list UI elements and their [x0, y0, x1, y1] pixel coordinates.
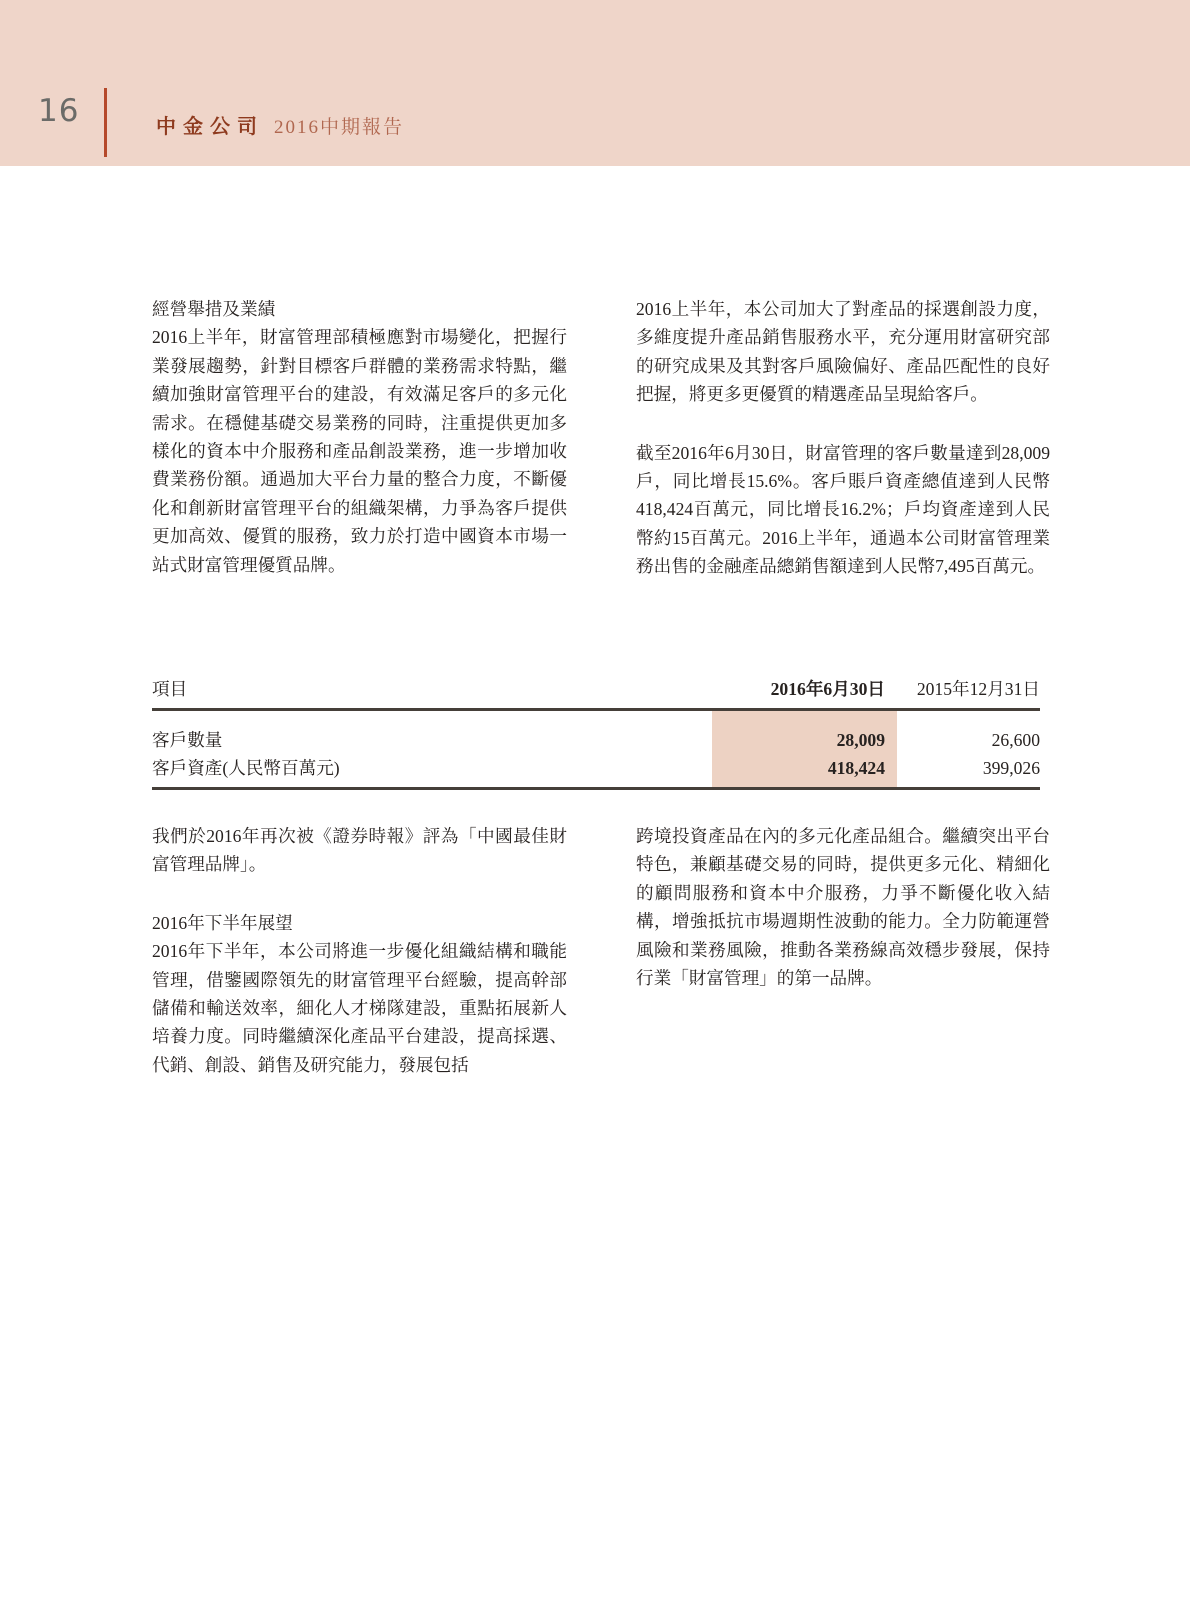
- client-stats-table: [152, 666, 1040, 790]
- table-row-client-count: [152, 710, 1040, 755]
- value-client-count-2015: 26,600: [991, 730, 1040, 750]
- header-divider-line: [104, 88, 107, 157]
- section-operations-results: [152, 295, 567, 579]
- paragraph-outlook: 2016年下半年，本公司將進一步優化組織結構和職能管理，借鑒國際領先的財富管理平台經驗，提高幹部儲備和輸送效率，細化人才梯隊建設，重點拓展新人培養力度。同時繼續深化產品平台建設，提高採選、代銷、創設、銷售及研究能力，發展包括: [152, 941, 567, 1075]
- value-client-count-2016: 28,009: [712, 710, 897, 755]
- page-header-band: [0, 0, 1190, 166]
- report-title: 2016中期報告: [274, 117, 405, 138]
- paragraph-award: 我們於2016年再次被《證券時報》評為「中國最佳財富管理品牌」。: [152, 826, 567, 875]
- col-header-2016-06-30: 2016年6月30日: [712, 666, 897, 710]
- value-client-assets-2015: 399,026: [982, 758, 1040, 778]
- table-row-client-assets: [152, 754, 1040, 789]
- section-heading-outlook: 2016年下半年展望: [152, 912, 293, 933]
- paragraph-client-metrics: 截至2016年6月30日，財富管理的客戶數量達到28,009戶，同比增長15.6%。客戶賬戶資產總值達到人民幣418,424百萬元，同比增長16.2%；戶均資產達到人民幣約15百萬元。2016上半年，通過本公司財富管理業務出售的金融產品總銷售額達到人民幣7,495百萬元。: [636, 442, 1050, 577]
- row-label-client-count: 客戶數量: [152, 730, 223, 750]
- paragraph-spacer: [152, 879, 567, 909]
- company-name: 中金公司: [156, 116, 264, 138]
- col-header-item: 項目: [152, 666, 712, 710]
- section-outlook: [152, 822, 567, 1079]
- paragraph-outlook-continued: 跨境投資產品在內的多元化產品組合。繼續突出平台特色，兼顧基礎交易的同時，提供更多元化、精細化的顧問服務和資本中介服務，力爭不斷優化收入結構，增強抵抗市場週期性波動的能力。全力防範運營風險和業務風險，推動各業務線高效穩步發展，保持行業「財富管理」的第一品牌。: [636, 826, 1050, 989]
- paragraph-product-selection: 2016上半年，本公司加大了對產品的採選創設力度，多維度提升產品銷售服務水平，充分運用財富研究部的研究成果及其對客戶風險偏好、產品匹配性的良好把握，將更多更優質的精選產品呈現給客戶。: [636, 299, 1050, 405]
- value-client-assets-2016: 418,424: [712, 754, 897, 789]
- row-label-client-assets: 客戶資產(人民幣百萬元): [152, 758, 340, 778]
- section-outlook-continued: [636, 822, 1050, 992]
- section-product-selection: [636, 295, 1050, 581]
- header-titles: [156, 110, 404, 139]
- table-header-row: [152, 666, 1040, 710]
- paragraph-spacer: [636, 409, 1050, 439]
- paragraph-operations: 2016上半年，財富管理部積極應對市場變化，把握行業發展趨勢，針對目標客戶群體的業務需求特點，繼續加強財富管理平台的建設，有效滿足客戶的多元化需求。在穩健基礎交易業務的同時，注重提供更加多樣化的資本中介服務和產品創設業務，進一步增加收費業務份額。通過加大平台力量的整合力度，不斷優化和創新財富管理平台的組織架構，力爭為客戶提供更加高效、優質的服務，致力於打造中國資本市場一站式財富管理優質品牌。: [152, 327, 567, 575]
- section-heading-operations: 經營舉措及業績: [152, 299, 276, 319]
- page-number: 16: [38, 93, 80, 129]
- col-header-2015-12-31: 2015年12月31日: [897, 666, 1040, 710]
